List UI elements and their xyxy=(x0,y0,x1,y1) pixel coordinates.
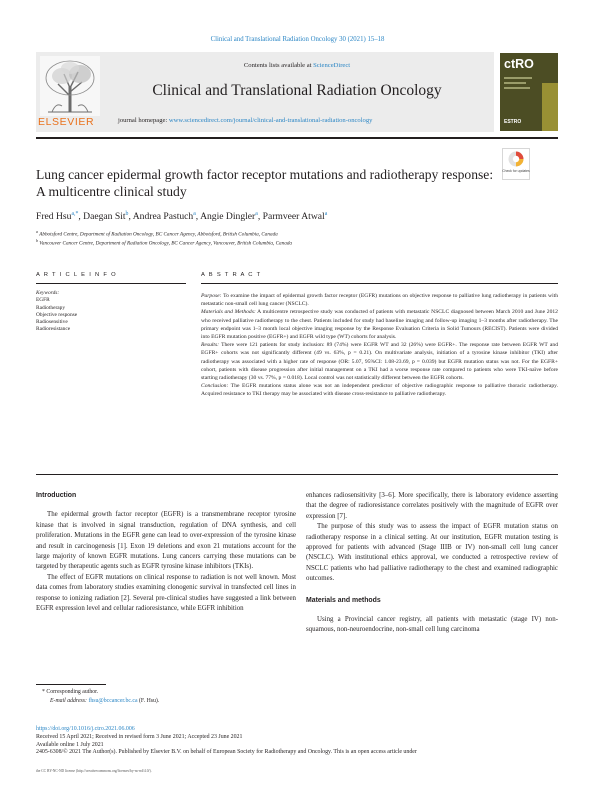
cover-logo: ctRO xyxy=(504,57,534,71)
author-sup[interactable]: a xyxy=(324,210,328,217)
check-updates-label: Check for updates xyxy=(502,169,530,173)
body-left-column xyxy=(36,491,296,614)
sciencedirect-link[interactable]: ScienceDirect xyxy=(313,62,351,69)
homepage-link[interactable]: www.sciencedirect.com/journal/clinical-and-translational-radiation-oncology xyxy=(168,117,373,124)
email-label: E-mail address: xyxy=(50,698,89,704)
journal-name: Clinical and Translational Radiation Oncology xyxy=(152,82,442,99)
methods-text: A multicentre retrospective study was conducted of patients with metastatic NSCLC diagnosed between March 2010 and June 2012 who received palliative radiotherapy to the chest. Patients included for study had baseline imaging and follow-up imaging 1–3 months after radiotherapy. The primary endpoint was 1–3 month local objective imaging response by the Response Evaluation Criteria in Solid Tumours (RECIST). Patients were divided into EGFR mutation positive (EGFR+) and EGFR wild type (WT) cohorts for analysis. xyxy=(201,309,558,341)
footnote-corresponding xyxy=(42,689,98,697)
intro-paragraph: The purpose of this study was to assess the impact of EGFR mutation status on radiotherapy response in a clinical setting. At our institution, EGFR mutation testing is approved for patients with advanced (Stage IIIB or IV) non-small cell lung cancer (NSCLC). With institutional ethics approval, we conducted a retrospective review of NSCLC patients who had palliative radiotherapy to the chest and examined radiographic outcomes. xyxy=(306,523,558,583)
abstract-conclusion xyxy=(201,382,558,398)
online-date: Available online 1 July 2021 xyxy=(36,741,104,748)
article-title: Lung cancer epidermal growth factor receptor mutations and radiotherapy response: A multicentre clinical study xyxy=(36,167,494,199)
cover-line xyxy=(504,82,526,84)
footnote-corresponding-text: Corresponding author. xyxy=(44,689,99,695)
footnote-star: * xyxy=(42,689,45,695)
author-list: Fred Hsu$^{a,*}$, Daegan Sit$^b$, Andrea Pastuch$^a$, Angie Dingler$^a$, Parmveer Atwal$^a$ xyxy=(36,210,328,222)
conclusion-label: Conclusion: xyxy=(201,383,229,390)
intro-paragraph: The effect of EGFR mutations on clinical response to radiation is not well known. Most data comes from laboratory studies examining clonogenic survival in transfected cell lines in response to ionizing radiation [2]. Several pre-clinical studies have suggested a link between EGFR expression level and cellular radioresistance, while EGFR inhibition xyxy=(36,573,296,613)
elsevier-tree-logo[interactable] xyxy=(40,56,100,116)
keyword[interactable]: Radiosensitive xyxy=(36,319,68,326)
copyright-line: 2405-6308/© 2021 The Author(s). Published by Elsevier B.V. on behalf of European Society for Radiotherapy and Oncology. This is an open access article under xyxy=(36,749,417,756)
methods-label: Materials and Methods: xyxy=(201,309,256,316)
methods-heading: Materials and methods xyxy=(306,596,381,604)
abstract-body xyxy=(201,292,558,399)
cover-line xyxy=(504,87,530,89)
affiliation-sup: a xyxy=(36,229,38,234)
cover-society: ESTRO xyxy=(504,119,522,125)
author-sup[interactable]: a xyxy=(193,210,196,217)
contents-line xyxy=(100,62,494,69)
article-info-heading: A R T I C L E I N F O xyxy=(36,272,117,278)
doi-link[interactable]: https://doi.org/10.1016/j.ctro.2021.06.006 xyxy=(36,726,135,732)
footnote-email xyxy=(50,698,159,706)
cover-accent xyxy=(542,83,558,131)
methods-paragraph: Using a Provincial cancer registry, all patients with metastatic (stage IV) non-squamous, non-neuroendocrine, non-small cell lung carcinoma xyxy=(306,616,558,634)
abstract-purpose xyxy=(201,292,558,308)
intro-heading: Introduction xyxy=(36,492,77,499)
elsevier-wordmark[interactable]: ELSEVIER xyxy=(38,116,95,128)
check-for-updates-icon[interactable] xyxy=(502,148,530,180)
affiliation-sup: b xyxy=(36,238,38,243)
abstract-results xyxy=(201,341,558,382)
keywords-block xyxy=(36,290,77,334)
email-suffix: (F. Hsu). xyxy=(137,698,160,704)
intro-paragraph: enhances radiosensitivity [3–6]. More specifically, there is laboratory evidence asserting that the degree of radioresistance correlates positively with the magnitude of EGFR over expression [7]. xyxy=(306,492,558,520)
affiliation-text: Abbotsford Centre, Department of Radiation Oncology, BC Cancer Agency, Abbotsford, British Columbia, Canada xyxy=(39,231,278,238)
affiliation xyxy=(36,237,292,248)
author-name[interactable]: Andrea Pastuch xyxy=(132,211,194,222)
journal-cover-thumbnail[interactable] xyxy=(500,53,558,131)
abstract-bottom-rule xyxy=(36,474,558,475)
received-dates: Received 15 April 2021; Received in revised form 3 June 2021; Accepted 23 June 2021 xyxy=(36,733,243,740)
keyword[interactable]: Radiotherapy xyxy=(36,304,66,311)
author-name[interactable]: Parmveer Atwal xyxy=(262,211,325,222)
intro-paragraph: The epidermal growth factor receptor (EGFR) is a transmembrane receptor tyrosine kinase that is involved in signal transduction, regulation of DNA synthesis, and cell proliferation. Mutations in the EGFR gene can lead to over-expression of the tyrosine kinase and result in carcinogenesis [1]. Exon 19 deletions and exon 21 mutations account for the large majority of known EGFR mutations. Lung cancers carrying these mutations can be targeted by therapeutic agents such as EGFR tyrosine kinase inhibitors (TKIs). xyxy=(36,511,296,571)
abstract-methods xyxy=(201,308,558,341)
keyword[interactable]: EGFR xyxy=(36,297,50,304)
email-link[interactable]: fhsu@bccancer.bc.ca xyxy=(88,698,138,704)
body-right-column xyxy=(306,491,558,636)
keywords-label: Keywords: xyxy=(36,290,60,296)
author-sup[interactable]: a,* xyxy=(71,210,79,217)
purpose-label: Purpose: xyxy=(201,293,222,299)
abstract-heading: A B S T R A C T xyxy=(201,272,262,278)
results-label: Results: xyxy=(201,342,220,349)
homepage-line xyxy=(118,117,372,124)
results-text: There were 121 patients for study inclusion: 89 (74%) were EGFR WT and 32 (26%) were EGFR+. The response rate between EGFR WT and EGFR+ cohorts was not significantly different (49 vs. 63%, p = 0.21). On multivariate analysis, initiation of a tyrosine kinase inhibitor (TKI) after radiotherapy was associated with a higher rate of response (OR: 5.07, 95%CI: 1.08-23.69, p = 0.039) but EGFR mutation status was not. For the EGFR+ cohort, patients with disease progression after initial management on a TKI had a worse response rate compared to patients who were TKI-naïve before starting radiotherapy (30 vs. 77%, p = 0.018). Local control was not statistically different between the EGFR cohorts. xyxy=(201,342,558,382)
affiliation-text: Vancouver Cancer Centre, Department of Radiation Oncology, BC Cancer Agency, Vancouver, British Columbia, Canada xyxy=(39,240,293,247)
publication-info xyxy=(36,726,417,757)
journal-citation[interactable]: Clinical and Translational Radiation Oncology 30 (2021) 15–18 xyxy=(210,36,385,43)
author-name[interactable]: Fred Hsu xyxy=(36,211,72,222)
author-name[interactable]: Angie Dingler xyxy=(200,211,256,222)
homepage-prefix: journal homepage: xyxy=(118,117,169,124)
abstract-rule xyxy=(201,283,558,284)
author-name[interactable]: Daegan Sit xyxy=(83,211,126,222)
keyword[interactable]: Radioresistance xyxy=(36,326,71,333)
footnote-rule xyxy=(36,684,106,685)
author-sup[interactable]: b xyxy=(125,210,129,217)
conclusion-text: The EGFR mutations status alone was not an independent predictor of objective radiographic response to palliative thoracic radiotherapy. Acquired resistance to TKI therapy may be associated with disease cross-resistance to palliative radiotherapy. xyxy=(201,383,558,398)
license-link[interactable]: the CC BY-NC-ND license (http://creativecommons.org/licenses/by-nc-nd/4.0/). xyxy=(36,769,152,773)
article-info-rule xyxy=(36,283,186,284)
author-sup[interactable]: a xyxy=(255,210,258,217)
keyword[interactable]: Objective response xyxy=(36,311,78,318)
purpose-text: To examine the impact of epidermal growth factor receptor (EGFR) mutations on objective response to palliative lung radiotherapy in patients with metastatic non-small cell lung cancer (NSCLC). xyxy=(201,293,558,308)
contents-prefix: Contents lists available at xyxy=(243,62,314,69)
cover-line xyxy=(504,77,532,79)
header-divider xyxy=(36,137,558,139)
